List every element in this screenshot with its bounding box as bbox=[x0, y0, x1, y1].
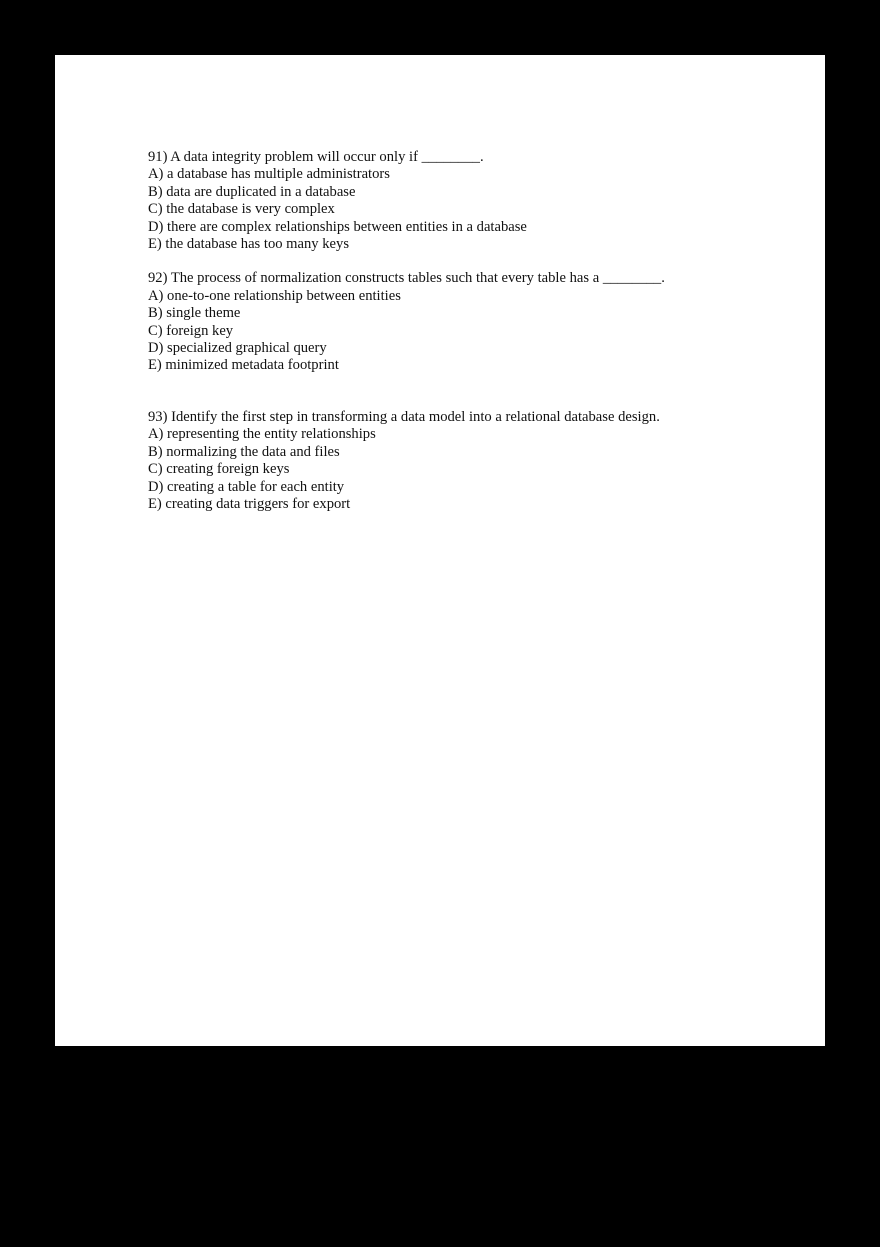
document-body bbox=[148, 149, 778, 513]
choice-a: A) representing the entity relationships bbox=[148, 426, 376, 443]
question-92 bbox=[148, 270, 778, 374]
choice-e: E) minimized metadata footprint bbox=[148, 357, 339, 374]
question-spacer bbox=[148, 253, 778, 270]
question-stem: 93) Identify the first step in transforming a data model into a relational database design. bbox=[148, 408, 660, 425]
question-stem: 92) The process of normalization constructs tables such that every table has a ________. bbox=[148, 270, 665, 287]
choice-c: C) foreign key bbox=[148, 322, 234, 339]
choice-c: C) creating foreign keys bbox=[148, 461, 290, 478]
choice-b: B) single theme bbox=[148, 305, 241, 322]
question-93 bbox=[148, 409, 778, 513]
choice-d: D) specialized graphical query bbox=[148, 340, 327, 357]
question-spacer bbox=[148, 375, 778, 409]
question-91 bbox=[148, 149, 778, 253]
choice-c: C) the database is very complex bbox=[148, 201, 335, 218]
choice-e: E) the database has too many keys bbox=[148, 236, 350, 253]
choice-a: A) one-to-one relationship between entities bbox=[148, 287, 401, 304]
choice-a: A) a database has multiple administrators bbox=[148, 166, 390, 183]
choice-b: B) normalizing the data and files bbox=[148, 443, 340, 460]
document-page bbox=[55, 55, 825, 1046]
choice-d: D) there are complex relationships between entities in a database bbox=[148, 218, 527, 235]
choice-d: D) creating a table for each entity bbox=[148, 478, 345, 495]
choice-b: B) data are duplicated in a database bbox=[148, 183, 356, 200]
choice-e: E) creating data triggers for export bbox=[148, 495, 351, 512]
question-stem: 91) A data integrity problem will occur only if ________. bbox=[148, 149, 484, 165]
